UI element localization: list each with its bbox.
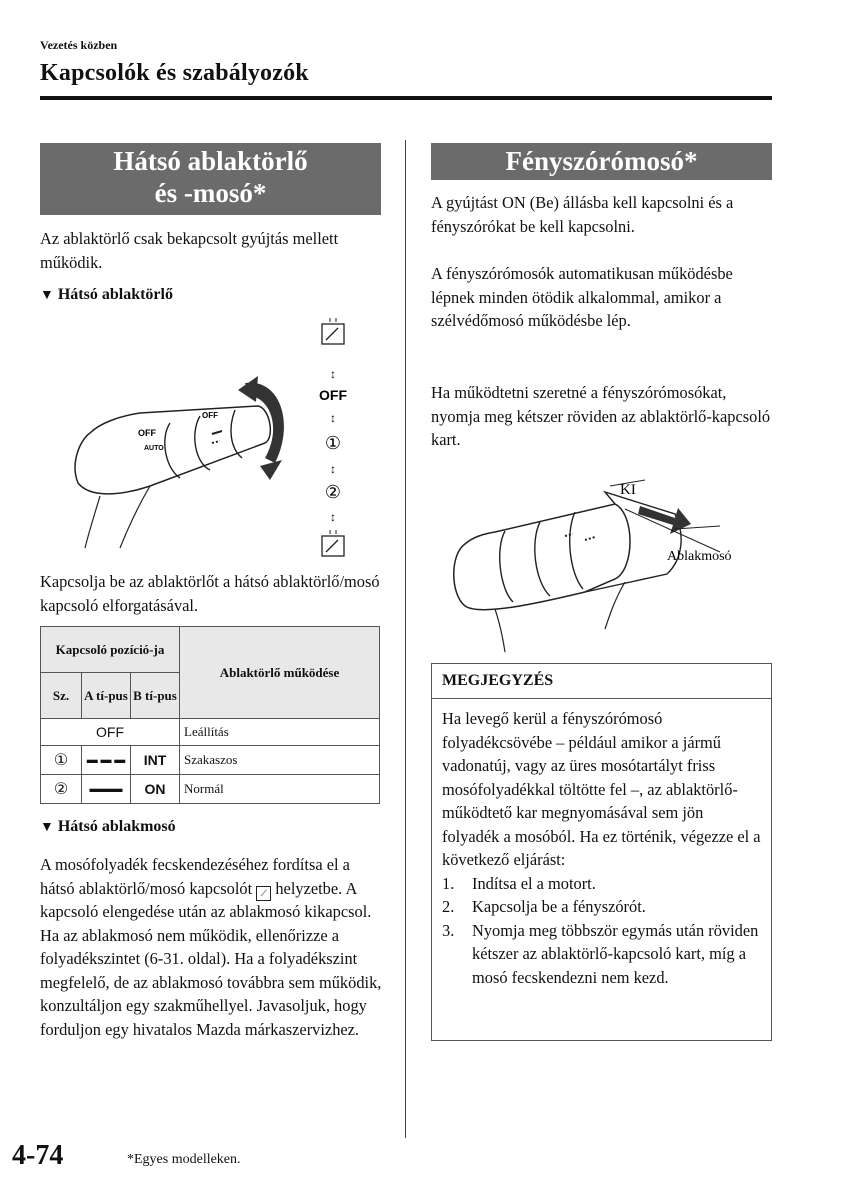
headlight-para-3: Ha működtetni szeretné a fényszórómosókat, nyomja meg kétszer röviden az ablaktörlő-kapcsoló kart. [431, 383, 771, 449]
step-number: 2. [442, 897, 455, 916]
stalk-shadow-line [85, 496, 100, 548]
list-item [442, 895, 761, 919]
stalk-label-off: OFF [138, 428, 156, 438]
table-row [41, 719, 380, 746]
triangle-icon: ▼ [40, 820, 54, 835]
table-cell-type-a: ▬▬▬ [82, 775, 131, 804]
triangle-icon: ▼ [40, 288, 54, 303]
rear-wiper-heading [40, 143, 381, 215]
list-item [442, 872, 761, 896]
table-header-no: Sz. [41, 673, 82, 719]
arrow-updown-icon: ↕ [330, 510, 336, 524]
footnote: *Egyes modelleken. [127, 1152, 241, 1167]
page-number: 4-74 [12, 1140, 64, 1171]
rear-washer-text-part2: helyzetbe. A kapcsoló elengedése után az ablakmosó kikapcsol. [40, 878, 372, 921]
stalk-label-auto: AUTO [144, 445, 164, 452]
rotation-arrow-head [238, 376, 258, 402]
arrow-updown-icon: ↕ [330, 411, 336, 425]
table-cell-no: ② [41, 775, 82, 804]
headlight-para-1: A gyújtást ON (Be) állásba kell kapcsolni és a fényszórókat be kell kapcsolni. [431, 193, 734, 236]
note-title: MEGJEGYZÉS [432, 664, 771, 699]
arrow-updown-icon: ↕ [330, 462, 336, 476]
list-item [442, 919, 761, 990]
rear-washer-text [40, 853, 382, 1041]
table-cell-off: OFF [41, 719, 180, 746]
note-text: Ha levegő kerül a fényszórómosó folyadékcsövébe – például amikor a jármű vadonatúj, vagy az üres mosótartályt friss mosófolyadékkal töltötte fel –, az ablaktörlő-működtető kar megnyomásával sem jön folyadék a mosóból. Ha ez történik, végezze el a következő eljárást: [442, 709, 761, 869]
table-header-type-b: B tí-pus [131, 673, 180, 719]
symbol-2: ② [324, 482, 342, 502]
table-header-function: Ablaktörlő működése [180, 627, 380, 719]
stalk-lower-line [495, 609, 505, 652]
rear-washer-text-part1: A mosófolyadék fecskendezéséhez fordítsa el a hátsó ablaktörlő/mosó kapcsolót [40, 855, 350, 898]
table-cell-type-a: ▬ ▬ ▬ [82, 746, 131, 775]
rear-wiper-heading-line1: Hátsó ablaktörlő [113, 146, 308, 176]
rear-wiper-stalk-figure [60, 318, 380, 563]
title-rule [40, 96, 772, 100]
symbol-1: ① [324, 433, 342, 453]
stalk-label-off2: OFF [202, 411, 218, 420]
breadcrumb: Vezetés közben [40, 38, 118, 52]
rear-washer-subheading-text: Hátsó ablakmosó [57, 818, 176, 835]
table-row [41, 746, 380, 775]
rear-wiper-heading-line2: és -mosó* [154, 178, 267, 208]
step-number: 1. [442, 873, 455, 893]
rear-wiper-subheading [40, 286, 173, 304]
table-header-position: Kapcsoló pozíció-ja [41, 627, 180, 673]
washer-symbol-bottom-icon [322, 530, 344, 556]
washer-icon: ⟋ [256, 886, 271, 901]
table-cell-function: Normál [180, 775, 380, 804]
stalk-lower-line [605, 582, 625, 629]
label-ki: KI [620, 482, 636, 498]
stalk-body [454, 504, 630, 610]
table-cell-type-b: ON [131, 775, 180, 804]
table-row [41, 775, 380, 804]
step-text: Indítsa el a motort. [472, 873, 596, 893]
step-text: Kapcsolja be a fényszórót. [472, 897, 646, 916]
arrow-updown-icon: ↕ [330, 367, 336, 381]
column-divider [405, 140, 406, 1138]
table-header-type-a: A tí-pus [82, 673, 131, 719]
note-body [432, 699, 771, 997]
table-cell-type-b: INT [131, 746, 180, 775]
headlight-para-2: A fényszórómosók automatikusan működésbe lépnek minden ötödik alkalommal, amikor a szélvédőmosó működésbe lép. [431, 264, 733, 330]
rotation-arrow-head [260, 460, 282, 480]
table-cell-function: Leállítás [180, 719, 380, 746]
rear-washer-text-part3: Ha az ablakmosó nem működik, ellenőrizze a folyadékszintet (6-31. oldal). Ha a folyadékszint megfelelő, de az ablakmosó továbbra sem működik, konzultáljon egy szakműhellyel. Javasoljuk, hogy forduljon egy hivatalos Mazda márkaszervizhez. [40, 925, 382, 1039]
step-number: 3. [442, 920, 455, 940]
stalk-body [75, 406, 270, 494]
label-ablakmoso: Ablakmosó [667, 549, 732, 564]
rotate-instruction: Kapcsolja be az ablaktörlőt a hátsó ablaktörlő/mosó kapcsoló elforgatásával. [40, 572, 380, 615]
note-box [431, 663, 772, 1041]
rear-wiper-intro: Az ablaktörlő csak bekapcsolt gyújtás mellett működik. [40, 229, 339, 272]
step-text: Nyomja meg többször egymás után röviden kétszer az ablaktörlő-kapcsoló kart, míg a mosó fecskendezni nem kezd. [472, 920, 759, 987]
section-title: Kapcsolók és szabályozók [40, 60, 309, 86]
headlight-washer-stalk-figure [445, 474, 765, 654]
headlight-washer-heading [431, 143, 772, 180]
wiper-position-table [40, 626, 380, 804]
washer-symbol-top-icon [322, 318, 344, 344]
headlight-washer-heading-text: Fényszórómosó* [505, 146, 698, 176]
rear-washer-subheading [40, 818, 176, 836]
rear-wiper-subheading-text: Hátsó ablaktörlő [57, 286, 173, 303]
symbol-off: OFF [319, 387, 347, 403]
note-steps [442, 872, 761, 990]
table-cell-function: Szakaszos [180, 746, 380, 775]
table-cell-no: ① [41, 746, 82, 775]
stalk-lower-line [120, 486, 150, 548]
